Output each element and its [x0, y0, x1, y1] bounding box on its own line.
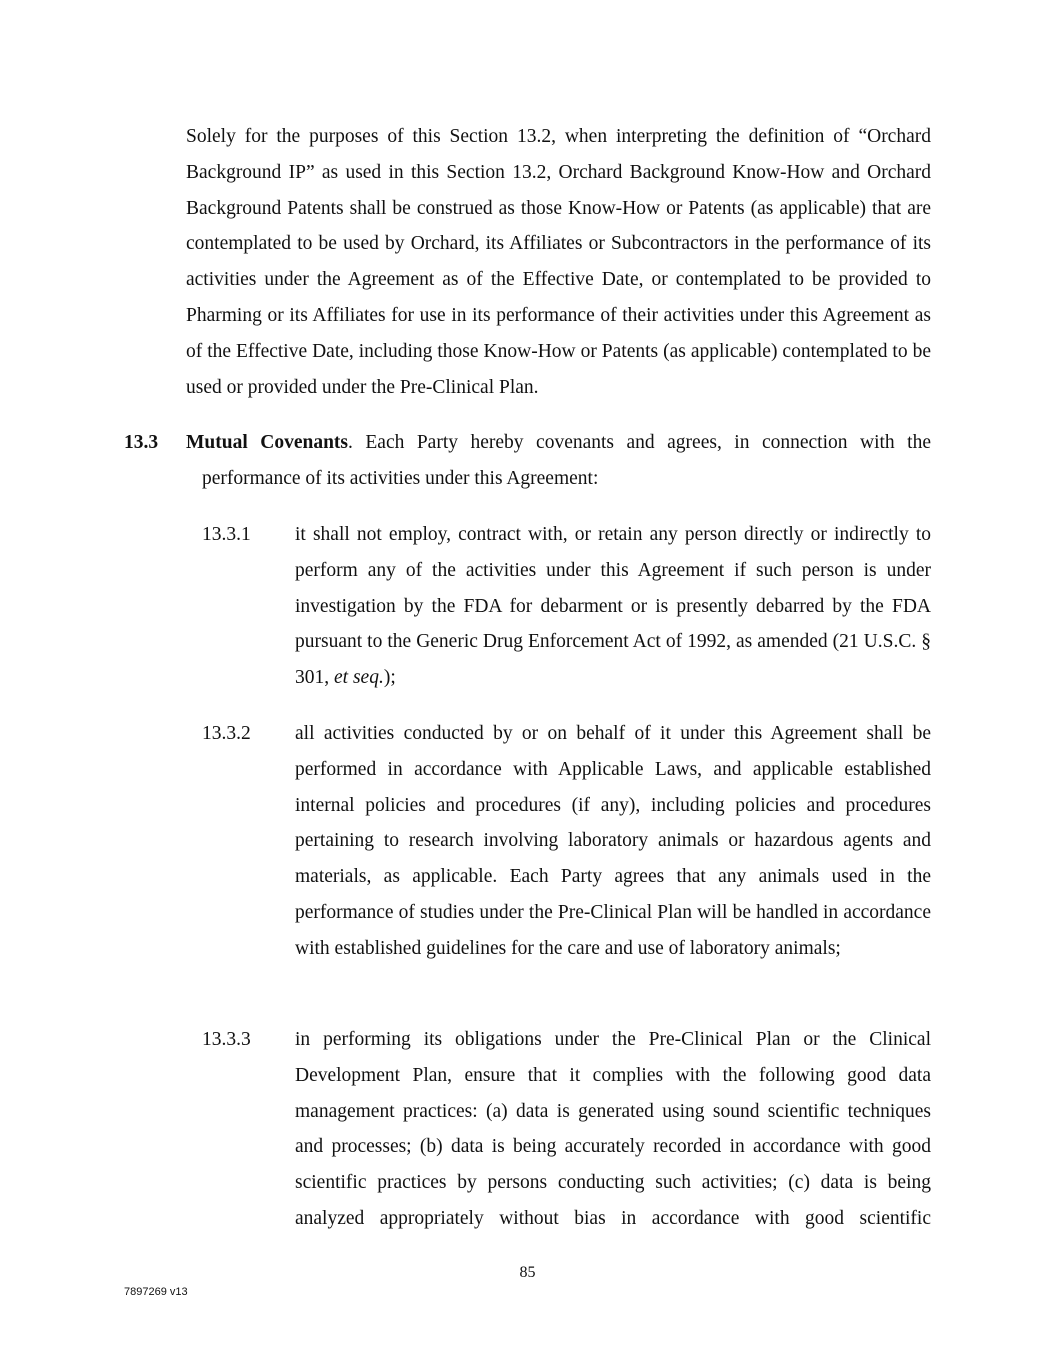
page-number: 85 — [519, 1264, 536, 1281]
subsection-paragraph: all activities conducted by or on behalf of it under this Agreement shall be performed in accordance with Applicable Laws, and applicable established internal policies and procedures (if any), including policies and procedures pertaining to research involving laboratory animals or hazardous agents and materials, as applicable. Each Party agrees that any animals used in the performance of studies under the Pre-Clinical Plan will be handled in accordance with established guidelines for the care and use of laboratory animals; — [295, 723, 931, 959]
section-title: Mutual Covenants — [186, 432, 349, 453]
subsection-number: 13.3.3 — [202, 1029, 251, 1050]
subsection-number: 13.3.2 — [202, 723, 251, 744]
subsection-paragraph — [295, 517, 931, 696]
subsection-number: 13.3.1 — [202, 524, 251, 545]
subsection-text: it shall not employ, contract with, or retain any person directly or indirectly to perform any of the activities under this Agreement if such person is under investigation by the FDA for debarment or is presently debarred by the FDA pursuant to the Generic Drug Enforcement Act of 1992, as amended (21 U.S.C. § 301, — [295, 524, 931, 689]
document-id: 7897269 v13 — [124, 1286, 188, 1298]
intro-paragraph: Solely for the purposes of this Section 13.2, when interpreting the definition of “Orchard Background IP” as used in this Section 13.2, Orchard Background Know-How and Orchard Background Patents shall be construed as those Know-How or Patents (as applicable) that are contemplated to be used by Orchard, its Affiliates or Subcontractors in the performance of its activities under the Agreement as of the Effective Date, or contemplated to be provided to Pharming or its Affiliates for use in its performance of their activities under this Agreement as of the Effective Date, including those Know-How or Patents (as applicable) contemplated to be used or provided under the Pre-Clinical Plan. — [186, 126, 931, 398]
section-paragraph — [186, 425, 931, 497]
section-text: Each Party hereby covenants and agrees, in connection with the performance of its activities under this Agreement: — [202, 432, 931, 489]
subsection-italic-text: et seq. — [334, 667, 384, 689]
section-title-punct: . — [348, 432, 353, 453]
subsection-text-end: ); — [383, 667, 396, 689]
subsection-paragraph: in performing its obligations under the Pre-Clinical Plan or the Clinical Development Plan, ensure that it complies with the following good data management practices: (a) data is generated using sound scientific techniques and processes; (b) data is being accurately recorded in accordance with good scientific practices by persons conducting such activities; (c) data is being analyzed appropriately without bias in accordance with good scientific — [295, 1029, 931, 1229]
section-number: 13.3 — [124, 432, 159, 453]
